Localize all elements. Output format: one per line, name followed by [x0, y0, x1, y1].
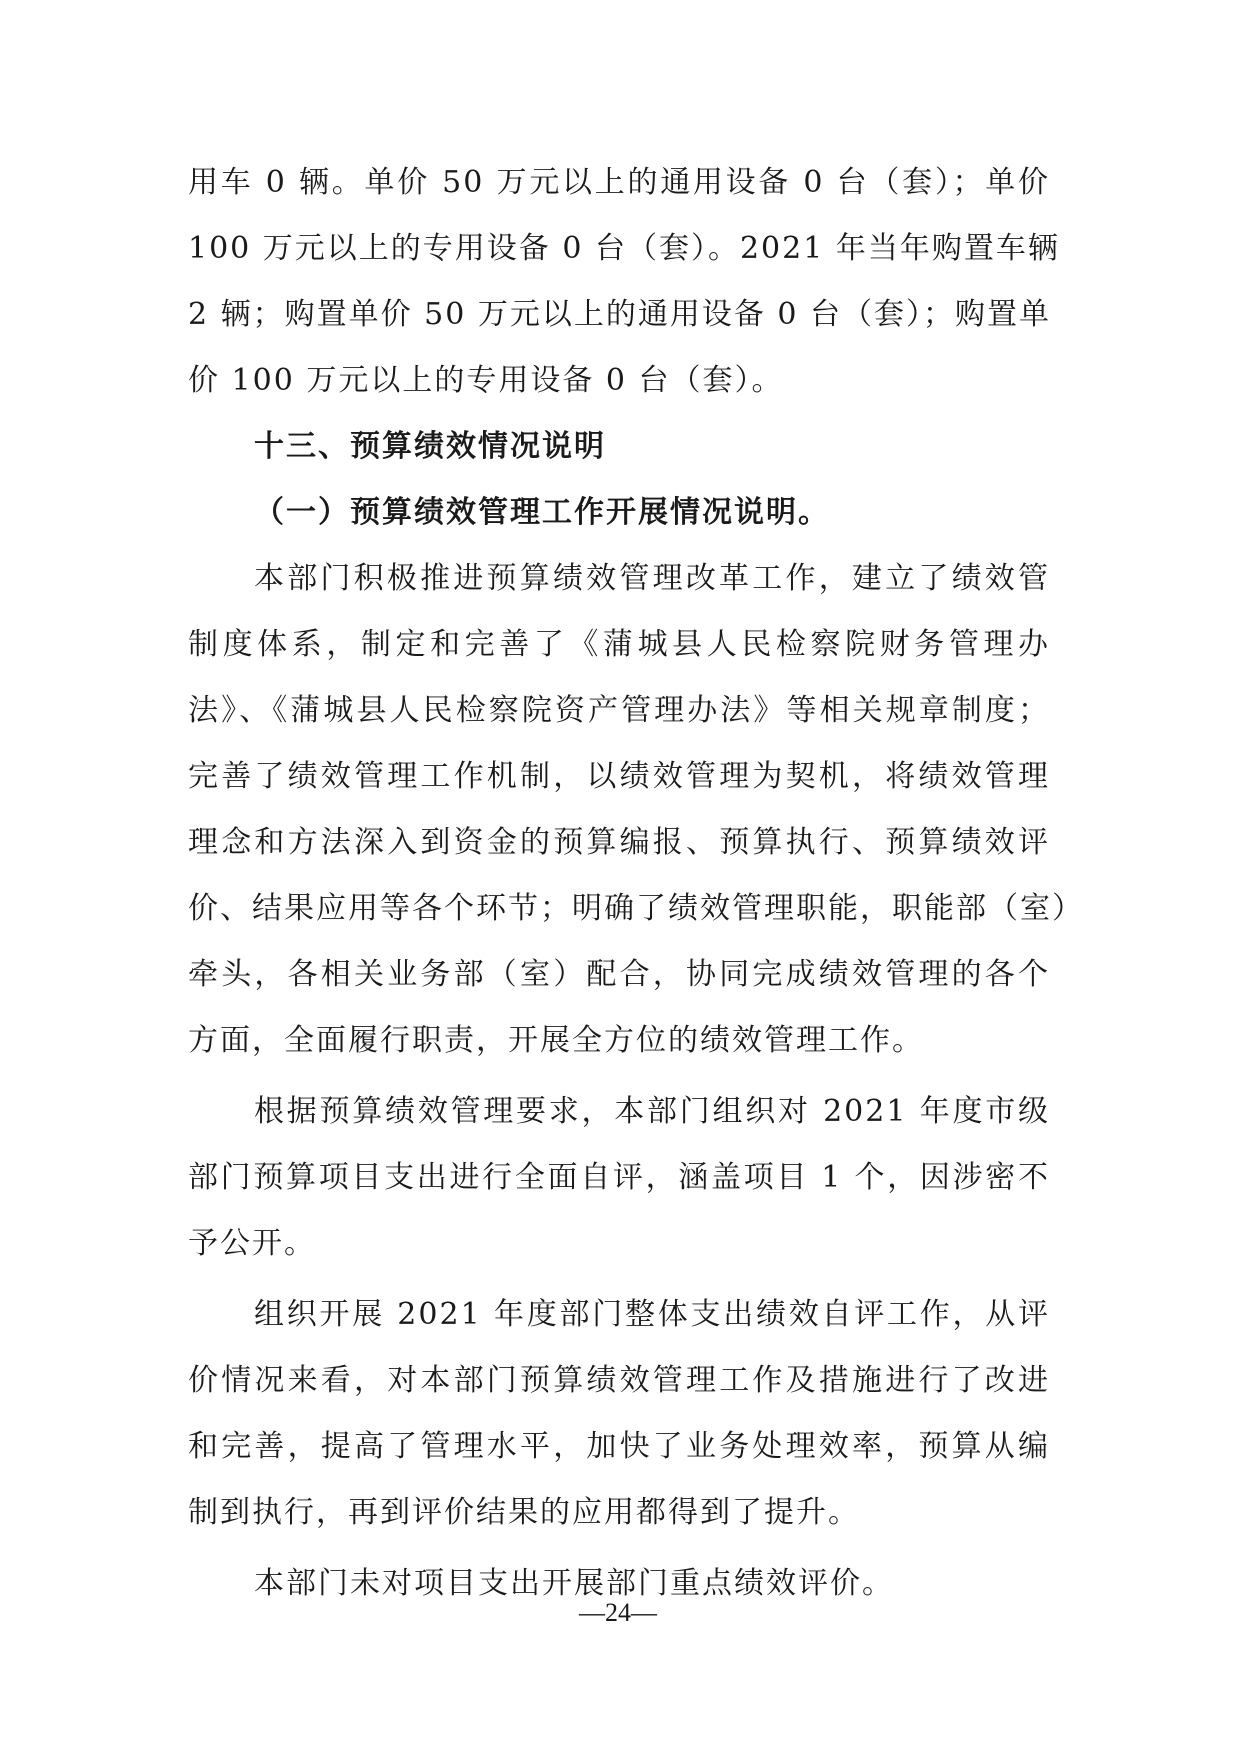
paragraph-line: 本部门积极推进预算绩效管理改革工作，建立了绩效管: [254, 561, 1050, 596]
paragraph-line: 2 辆；购置单价 50 万元以上的通用设备 0 台（套）；购置单: [188, 297, 1052, 332]
document-body: [188, 150, 1084, 1617]
page-number: —24—: [579, 1598, 657, 1627]
paragraph-line: 价情况来看，对本部门预算绩效管理工作及措施进行了改进: [188, 1363, 1050, 1398]
paragraph-line: 制到执行，再到评价结果的应用都得到了提升。: [188, 1495, 860, 1530]
paragraph-line: 用车 0 辆。单价 50 万元以上的通用设备 0 台（套）；单价: [188, 165, 1050, 200]
paragraph-line: 予公开。: [188, 1226, 316, 1261]
section-heading: 十三、预算绩效情况说明: [254, 429, 606, 464]
paragraph-line: 部门预算项目支出进行全面自评，涵盖项目 1 个，因涉密不: [188, 1160, 1050, 1195]
paragraph-line: 理念和方法深入到资金的预算编报、预算执行、预算绩效评: [188, 825, 1050, 860]
subsection-heading: （一）预算绩效管理工作开展情况说明。: [254, 495, 830, 530]
paragraph-line: 本部门未对项目支出开展部门重点绩效评价。: [254, 1566, 894, 1601]
paragraph-line: 完善了绩效管理工作机制，以绩效管理为契机，将绩效管理: [188, 759, 1050, 794]
paragraph-line: 和完善，提高了管理水平，加快了业务处理效率，预算从编: [188, 1429, 1050, 1464]
paragraph-line: 制度体系，制定和完善了《蒲城县人民检察院财务管理办: [188, 627, 1050, 662]
paragraph-line: 法》、《蒲城县人民检察院资产管理办法》等相关规章制度；: [188, 693, 1050, 728]
paragraph-line: 根据预算绩效管理要求，本部门组织对 2021 年度市级: [254, 1094, 1050, 1129]
paragraph-line: 价、结果应用等各个环节；明确了绩效管理职能，职能部（室）: [188, 891, 1084, 926]
paragraph-line: 牵头，各相关业务部（室）配合，协同完成绩效管理的各个: [188, 957, 1050, 992]
paragraph-line: 组织开展 2021 年度部门整体支出绩效自评工作，从评: [254, 1297, 1050, 1332]
paragraph-line: 100 万元以上的专用设备 0 台（套）。2021 年当年购置车辆: [188, 231, 1060, 266]
paragraph-line: 价 100 万元以上的专用设备 0 台（套）。: [188, 363, 784, 398]
paragraph-line: 方面，全面履行职责，开展全方位的绩效管理工作。: [188, 1023, 924, 1058]
